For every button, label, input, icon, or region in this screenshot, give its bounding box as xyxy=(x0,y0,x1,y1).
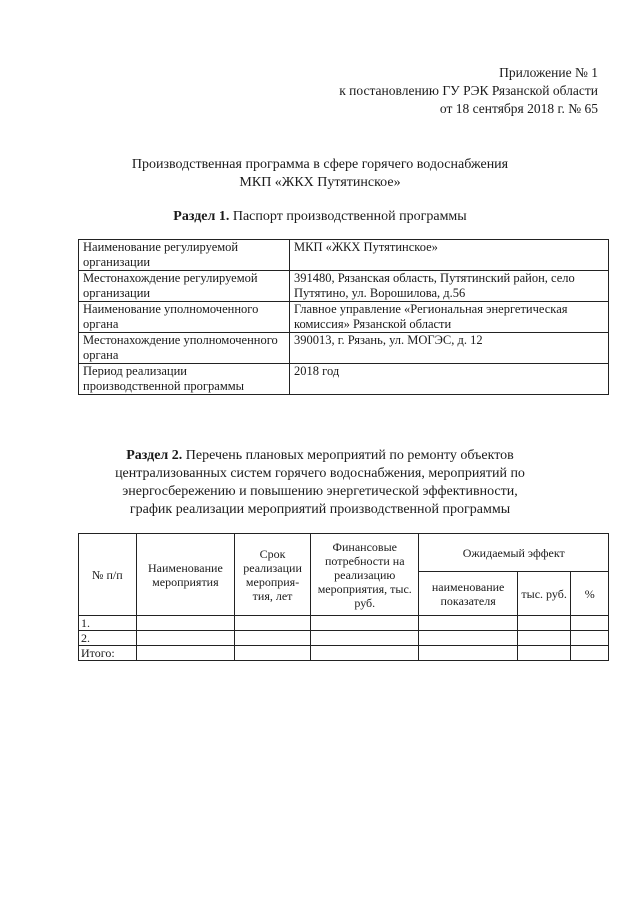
header-name: Наименование мероприятия xyxy=(136,534,234,616)
passport-value: 391480, Рязанская область, Путятинский район, село Путятино, ул. Ворошилова, д.56 xyxy=(290,271,609,302)
table-row xyxy=(79,616,609,631)
section-2-line-4: график реализации мероприятий производственной программы xyxy=(129,502,511,517)
measures-table xyxy=(78,533,609,661)
passport-label: Местонахождение уполномоченного органа xyxy=(79,333,290,364)
header-rub: тыс. руб. xyxy=(517,572,571,616)
passport-label: Наименование регулируемой организации xyxy=(79,240,290,271)
appendix-line-1: Приложение № 1 xyxy=(499,65,598,80)
passport-label: Местонахождение регулируемой организации xyxy=(79,271,290,302)
appendix-line-3: от 18 сентября 2018 г. № 65 xyxy=(439,101,598,116)
table-row xyxy=(79,271,609,302)
table-row xyxy=(79,646,609,661)
passport-label: Период реализации производственной программы xyxy=(79,364,290,395)
table-row xyxy=(79,631,609,646)
table-row xyxy=(79,302,609,333)
section-2-heading xyxy=(0,447,640,519)
section-2-line-3: энергосбережению и повышению энергетической эффективности, xyxy=(122,484,518,499)
title-line-2: МКП «ЖКХ Путятинское» xyxy=(239,175,401,190)
section-2-line-2: централизованных систем горячего водоснабжения, мероприятий по xyxy=(115,466,525,481)
row-number: 2. xyxy=(79,631,137,646)
header-effect: Ожидаемый эффект xyxy=(419,534,609,572)
table-row xyxy=(79,333,609,364)
section-1-heading xyxy=(0,209,640,225)
section-2-number: Раздел 2. xyxy=(126,448,183,463)
passport-value: 390013, г. Рязань, ул. МОГЭС, д. 12 xyxy=(290,333,609,364)
document-title xyxy=(0,156,640,192)
appendix-header xyxy=(339,64,598,118)
header-percent: % xyxy=(571,572,609,616)
section-1-title: Паспорт производственной программы xyxy=(229,209,467,224)
appendix-line-2: к постановлению ГУ РЭК Рязанской области xyxy=(339,83,598,98)
header-finance: Финансовые потребности на реализацию мероприятия, тыс. руб. xyxy=(311,534,419,616)
table-row xyxy=(79,364,609,395)
section-1-number: Раздел 1. xyxy=(173,209,230,224)
header-row xyxy=(79,534,609,572)
header-num: № п/п xyxy=(79,534,137,616)
passport-label: Наименование уполномоченного органа xyxy=(79,302,290,333)
table-row xyxy=(79,240,609,271)
passport-value: Главное управление «Региональная энергетическая комиссия» Рязанской области xyxy=(290,302,609,333)
passport-value: МКП «ЖКХ Путятинское» xyxy=(290,240,609,271)
section-2-line-1: Перечень плановых мероприятий по ремонту объектов xyxy=(182,448,514,463)
row-number: 1. xyxy=(79,616,137,631)
passport-table xyxy=(78,239,609,395)
header-indicator: наименование показателя xyxy=(419,572,517,616)
title-line-1: Производственная программа в сфере горячего водоснабжения xyxy=(131,157,509,172)
header-term: Срок реализации мероприя-тия, лет xyxy=(235,534,311,616)
row-total: Итого: xyxy=(79,646,137,661)
passport-value: 2018 год xyxy=(290,364,609,395)
